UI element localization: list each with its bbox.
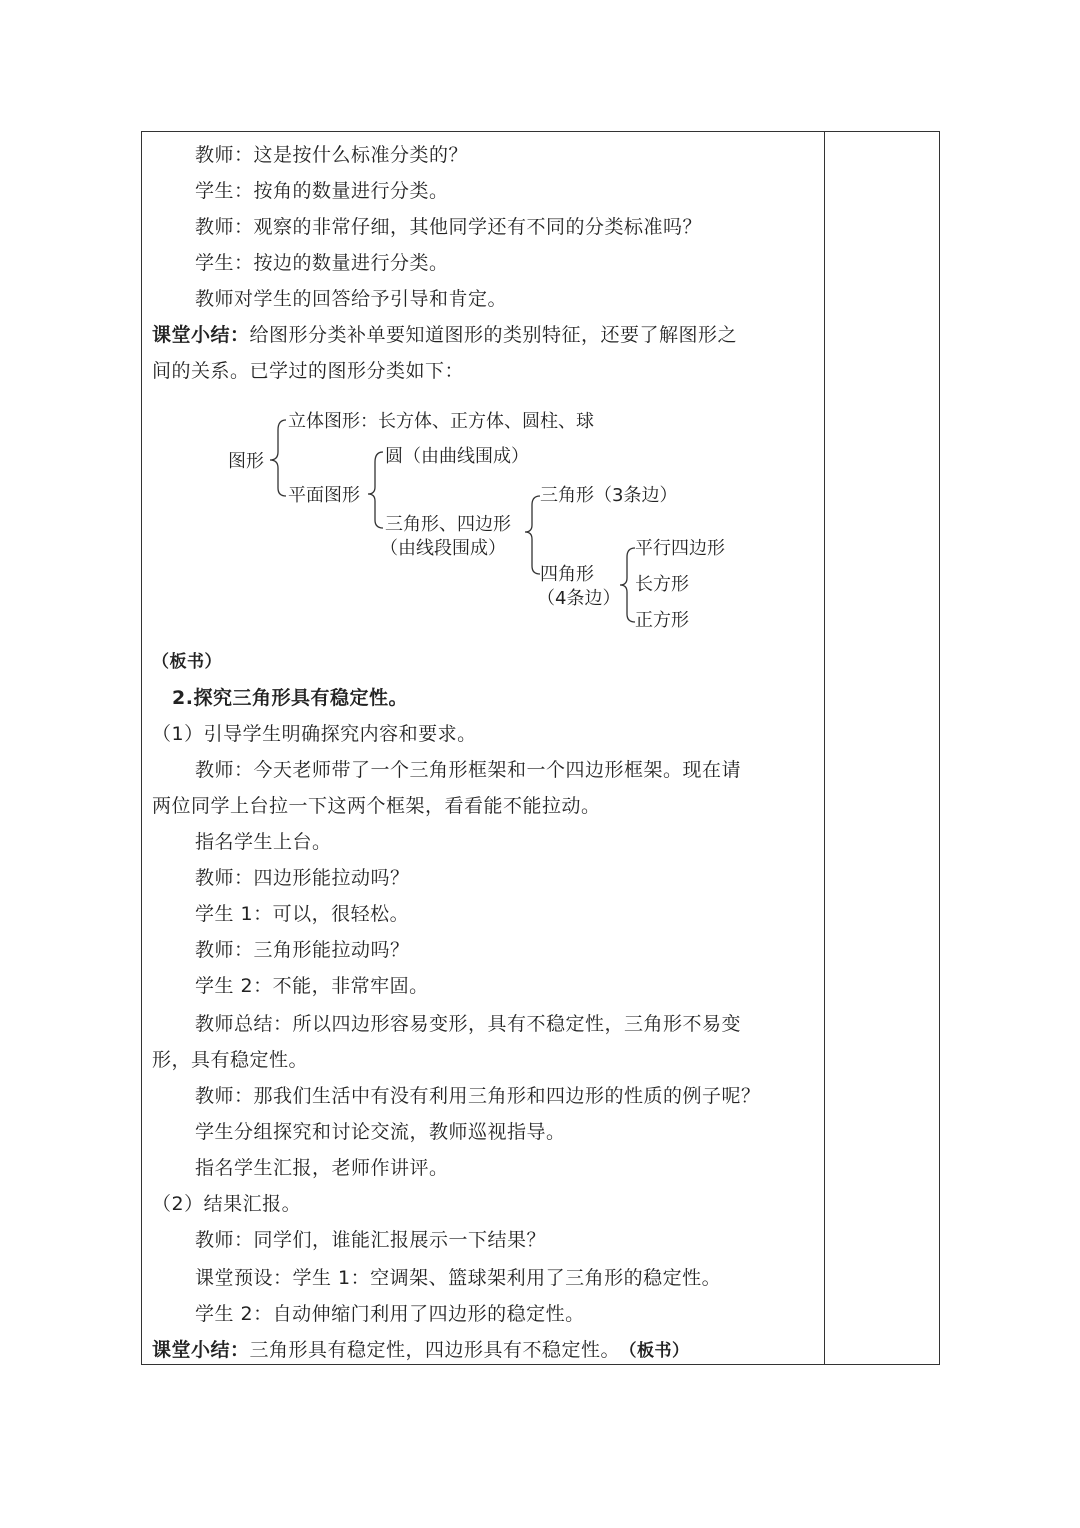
summary-text: 三角形具有稳定性，四边形具有不稳定性。	[249, 1339, 621, 1361]
board-note: （板书）	[628, 1341, 690, 1361]
subsection-heading: （1）引导学生明确探究内容和要求。	[152, 723, 477, 745]
dialogue-line: 课堂预设：学生 1：空调架、篮球架利用了三角形的稳定性。	[195, 1267, 722, 1289]
section-heading: 2.探究三角形具有稳定性。	[172, 687, 408, 709]
dialogue-line: 教师：同学们，谁能汇报展示一下结果？	[195, 1229, 547, 1251]
summary-text: 给图形分类补单要知道图形的类别特征，还要了解图形之	[249, 324, 738, 346]
summary-line	[152, 323, 737, 347]
summary-continuation: 间的关系。已学过的图形分类如下：	[152, 360, 465, 382]
diagram-triangle: 三角形（3条边）	[540, 485, 678, 506]
diagram-polygon: 三角形、四边形	[385, 514, 511, 535]
dialogue-line: 教师总结：所以四边形容易变形，具有不稳定性，三角形不易变	[195, 1013, 742, 1035]
diagram-quadrilateral-note: （4条边）	[537, 588, 621, 609]
diagram-circle: 圆（由曲线围成）	[385, 446, 529, 467]
summary-line	[152, 1338, 690, 1363]
dialogue-line: 教师：今天老师带了一个三角形框架和一个四边形框架。现在请	[195, 759, 742, 781]
diagram-quadrilateral: 四角形	[540, 564, 594, 585]
subsection-heading: （2）结果汇报。	[152, 1193, 302, 1215]
board-note: （板书）	[152, 652, 222, 672]
dialogue-line: 教师：那我们生活中有没有利用三角形和四边形的性质的例子呢？	[195, 1085, 761, 1107]
summary-label: 课堂小结：	[152, 1339, 250, 1361]
diagram-plane-shapes: 平面图形	[288, 485, 360, 506]
dialogue-line: 学生：按角的数量进行分类。	[195, 180, 449, 202]
dialogue-continuation: 两位同学上台拉一下这两个框架，看看能不能拉动。	[152, 795, 601, 817]
dialogue-line: 学生：按边的数量进行分类。	[195, 252, 449, 274]
dialogue-line: 指名学生汇报，老师作讲评。	[195, 1157, 449, 1179]
dialogue-line: 学生 2：自动伸缩门利用了四边形的稳定性。	[195, 1303, 585, 1325]
diagram-rectangle: 长方形	[635, 574, 689, 595]
diagram-polygon-note: （由线段围成）	[380, 538, 506, 559]
table-column-divider	[824, 131, 825, 1365]
dialogue-line: 教师：四边形能拉动吗？	[195, 867, 410, 889]
diagram-parallelogram: 平行四边形	[635, 538, 725, 559]
dialogue-line: 教师：这是按什么标准分类的？	[195, 144, 469, 166]
dialogue-line: 指名学生上台。	[195, 831, 332, 853]
diagram-solid-shapes: 立体图形：长方体、正方体、圆柱、球	[288, 411, 594, 432]
dialogue-line: 学生 2：不能，非常牢固。	[195, 975, 429, 997]
dialogue-line: 教师对学生的回答给予引导和肯定。	[195, 288, 508, 310]
diagram-square: 正方形	[635, 610, 689, 631]
summary-label: 课堂小结：	[152, 324, 250, 346]
diagram-root: 图形	[228, 451, 264, 472]
dialogue-line: 学生 1：可以，很轻松。	[195, 903, 410, 925]
dialogue-continuation: 形，具有稳定性。	[152, 1049, 309, 1071]
dialogue-line: 学生分组探究和讨论交流，教师巡视指导。	[195, 1121, 566, 1143]
dialogue-line: 教师：观察的非常仔细，其他同学还有不同的分类标准吗？	[195, 216, 703, 238]
dialogue-line: 教师：三角形能拉动吗？	[195, 939, 410, 961]
